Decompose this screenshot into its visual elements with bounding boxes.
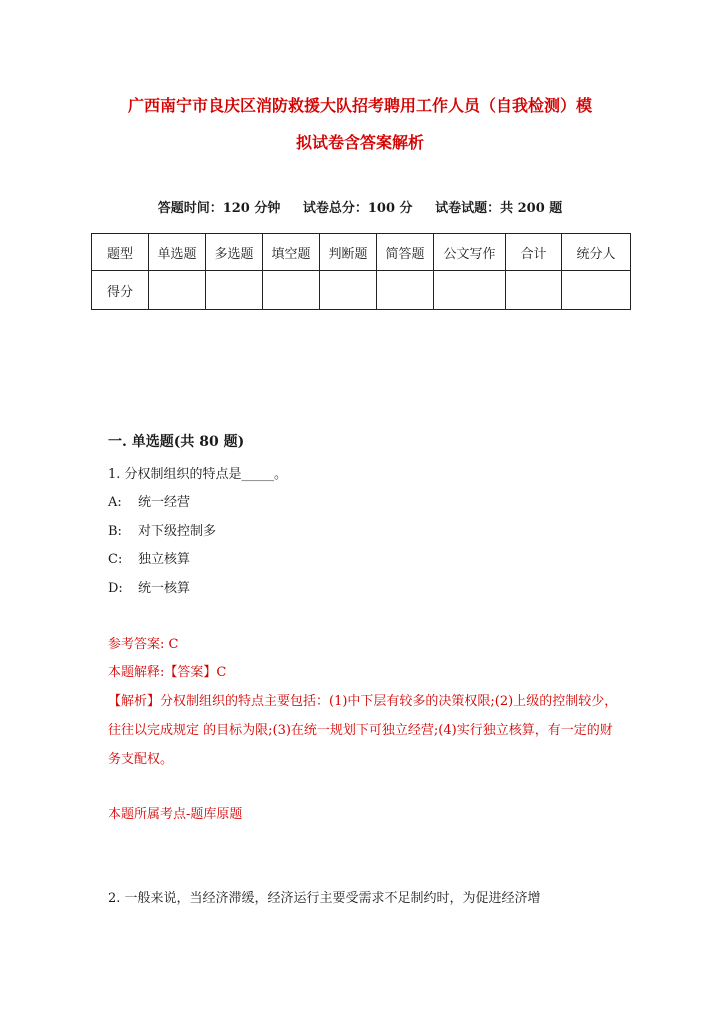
score-row-label: 得分 xyxy=(92,271,149,310)
option-letter: A: xyxy=(108,495,122,510)
exam-total-score: 试卷总分：100 分 xyxy=(302,201,413,216)
option-text: 统一核算 xyxy=(138,581,191,596)
score-cell xyxy=(206,271,263,310)
score-cell xyxy=(320,271,377,310)
document-title-line-1: 广西南宁市良庆区消防救援大队招考聘用工作人员（自我检测）模 xyxy=(127,96,592,115)
question-1-explanation-head: 本题解释:【答案】C xyxy=(108,665,227,680)
question-1-stem: 1. 分权制组织的特点是_____。 xyxy=(108,467,288,482)
score-table-header-cell: 题型 xyxy=(92,234,149,271)
score-table-header-row xyxy=(92,234,631,271)
score-cell xyxy=(506,271,562,310)
score-table-header-cell: 判断题 xyxy=(320,234,377,271)
score-cell xyxy=(377,271,434,310)
option-text: 对下级控制多 xyxy=(138,524,217,539)
question-1-option-d xyxy=(108,580,190,598)
option-letter: C: xyxy=(108,552,123,567)
option-text: 独立核算 xyxy=(138,552,191,567)
score-table-header-cell: 合计 xyxy=(506,234,562,271)
document-title-line-2: 拟试卷含答案解析 xyxy=(295,133,424,152)
exam-time: 答题时间：120 分钟 xyxy=(157,201,281,216)
score-table xyxy=(91,233,631,310)
question-1-option-c xyxy=(108,551,190,569)
score-cell xyxy=(263,271,320,310)
exam-meta xyxy=(0,200,720,218)
score-table-score-row xyxy=(92,271,631,310)
score-table-header-cell: 简答题 xyxy=(377,234,434,271)
question-1-explanation-body: 【解析】分权制组织的特点主要包括：(1)中下层有较多的决策权限;(2)上级的控制较少，往往以完成规定 的目标为限;(3)在统一规划下可独立经营;(4)实行独立核算，有一定的财务支配权。 xyxy=(108,694,618,767)
score-cell xyxy=(434,271,506,310)
score-table-header-cell: 单选题 xyxy=(149,234,206,271)
score-table-header-cell: 填空题 xyxy=(263,234,320,271)
option-letter: D: xyxy=(108,581,123,596)
option-text: 统一经营 xyxy=(138,495,191,510)
question-2-stem: 2. 一般来说，当经济滞缓，经济运行主要受需求不足制约时，为促进经济增 xyxy=(108,891,541,906)
score-table-header-cell: 统分人 xyxy=(562,234,631,271)
question-1-source: 本题所属考点-题库原题 xyxy=(108,807,243,822)
section-heading: 一. 单选题(共 80 题) xyxy=(108,434,245,450)
question-1-answer: 参考答案: C xyxy=(108,637,179,652)
score-table-header-cell: 多选题 xyxy=(206,234,263,271)
score-table-header-cell: 公文写作 xyxy=(434,234,506,271)
exam-question-count: 试卷试题：共 200 题 xyxy=(435,201,563,216)
score-cell xyxy=(562,271,631,310)
question-1-option-b xyxy=(108,523,216,541)
option-letter: B: xyxy=(108,524,122,539)
question-1-option-a xyxy=(108,494,190,512)
score-cell xyxy=(149,271,206,310)
